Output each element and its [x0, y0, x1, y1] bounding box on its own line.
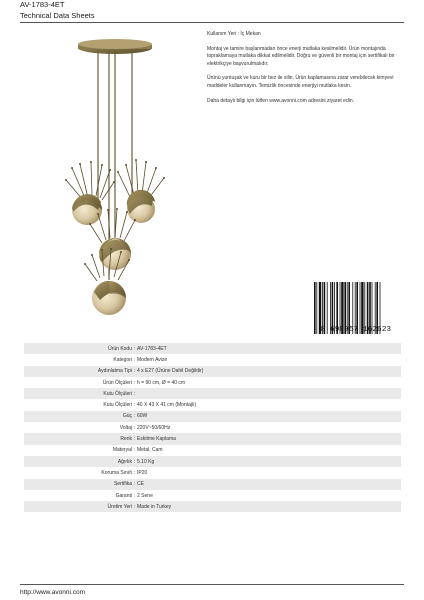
footer-url[interactable]: http://www.avonni.com: [20, 589, 86, 596]
spec-row: [24, 501, 401, 512]
spec-separator: :: [134, 492, 136, 499]
spec-row: [24, 445, 401, 456]
header-title: AV-1783-4ET: [20, 0, 65, 9]
spec-separator: :: [134, 481, 136, 488]
barcode-number: 8 698957 162623: [320, 326, 392, 334]
spec-value: h = 90 cm, Ø = 40 cm: [137, 379, 186, 386]
spec-value: 220V~50/60Hz: [137, 424, 171, 431]
spec-label: Kutu Ölçüleri: [103, 390, 132, 397]
spec-separator: :: [134, 402, 136, 409]
cleaning-paragraph: Ürünü yumuşak ve kuru bir bez ile silin. Ürün kaplamasına zarar verebilecek kimyevi maddeler kullanmayın. Temizlik öncesinde enerjiyi mutlaka kesin.: [207, 75, 394, 89]
usage-location: Kullanım Yeri : İç Mekan: [207, 31, 261, 37]
spec-label: Garanti: [115, 492, 132, 499]
spec-separator: :: [134, 436, 136, 443]
spec-separator: :: [134, 503, 136, 510]
spec-value: Eskitme Kaplama: [137, 436, 176, 443]
spec-label: Kategori: [113, 356, 132, 363]
spec-value: Modern Avize: [137, 356, 168, 363]
spec-row: [24, 366, 401, 377]
safety-paragraph: Montaj ve tamire başlanmadan önce enerji mutlaka kesilmelidir. Ürün montajında topraklamaya mutlaka dikkat edilmelidir. Doğru ve güvenli bir montaj için sertifikalı bir elektrikçiye başvurulmalıdır.: [207, 45, 395, 67]
spec-label: Renk: [120, 436, 132, 443]
spec-value: IP20: [137, 469, 148, 476]
spec-value: 4 x E27 (Ürüne Dahil Değildir): [137, 368, 204, 375]
spec-row: [24, 354, 401, 365]
spec-value: AV-1783-4ET: [137, 345, 167, 352]
spec-label: Üretim Yeri: [107, 503, 132, 510]
spec-table: [24, 343, 401, 512]
product-description: [207, 31, 405, 112]
spec-row: [24, 433, 401, 444]
spec-value: CE: [137, 481, 144, 488]
spec-value: 60W: [137, 413, 148, 420]
header-subtitle: Technical Data Sheets: [20, 11, 95, 20]
spec-label: Materyal: [112, 447, 132, 454]
spec-row: [24, 377, 401, 388]
spec-label: Ürün Kodu: [108, 345, 132, 352]
spec-label: Voltaj: [119, 424, 132, 431]
spec-row: [24, 388, 401, 399]
spec-separator: :: [134, 447, 136, 454]
spec-label: Koruma Sınıfı: [101, 469, 132, 476]
spec-label: Kutu Ölçüleri: [103, 402, 132, 409]
spec-value: 5.10 Kg: [137, 458, 155, 465]
spec-row: [24, 456, 401, 467]
spec-row: [24, 467, 401, 478]
spec-separator: :: [134, 458, 136, 465]
spec-separator: :: [134, 356, 136, 363]
spec-label: Güç: [122, 413, 132, 420]
spec-row: [24, 399, 401, 410]
chandelier-image: [40, 30, 190, 330]
spec-separator: :: [134, 413, 136, 420]
spec-separator: :: [134, 379, 136, 386]
spec-separator: :: [134, 390, 136, 397]
spec-row: [24, 490, 401, 501]
spec-label: Sertifika: [113, 481, 132, 488]
spec-row: [24, 479, 401, 490]
spec-value: 2 Sene: [137, 492, 153, 499]
header-divider: [20, 22, 404, 23]
spec-separator: :: [134, 424, 136, 431]
footer-divider: [20, 584, 404, 585]
info-paragraph: Daha detaylı bilgi için lütfen www.avonni.com adresini ziyaret edin.: [207, 97, 355, 104]
spec-label: Ağırlık: [117, 458, 132, 465]
spec-label: Ürün Ölçüleri: [102, 379, 132, 386]
spec-separator: :: [134, 469, 136, 476]
spec-separator: :: [134, 368, 136, 375]
spec-label: Aydınlatma Tipi: [97, 368, 132, 375]
spec-value: Metal, Cam: [137, 447, 163, 454]
spec-row: [24, 422, 401, 433]
spec-value: 40 X 43 X 41 cm (Montajlı): [137, 402, 197, 409]
spec-row: [24, 411, 401, 422]
spec-row: [24, 343, 401, 354]
spec-separator: :: [134, 345, 136, 352]
spec-value: Made in Turkey: [137, 503, 172, 510]
